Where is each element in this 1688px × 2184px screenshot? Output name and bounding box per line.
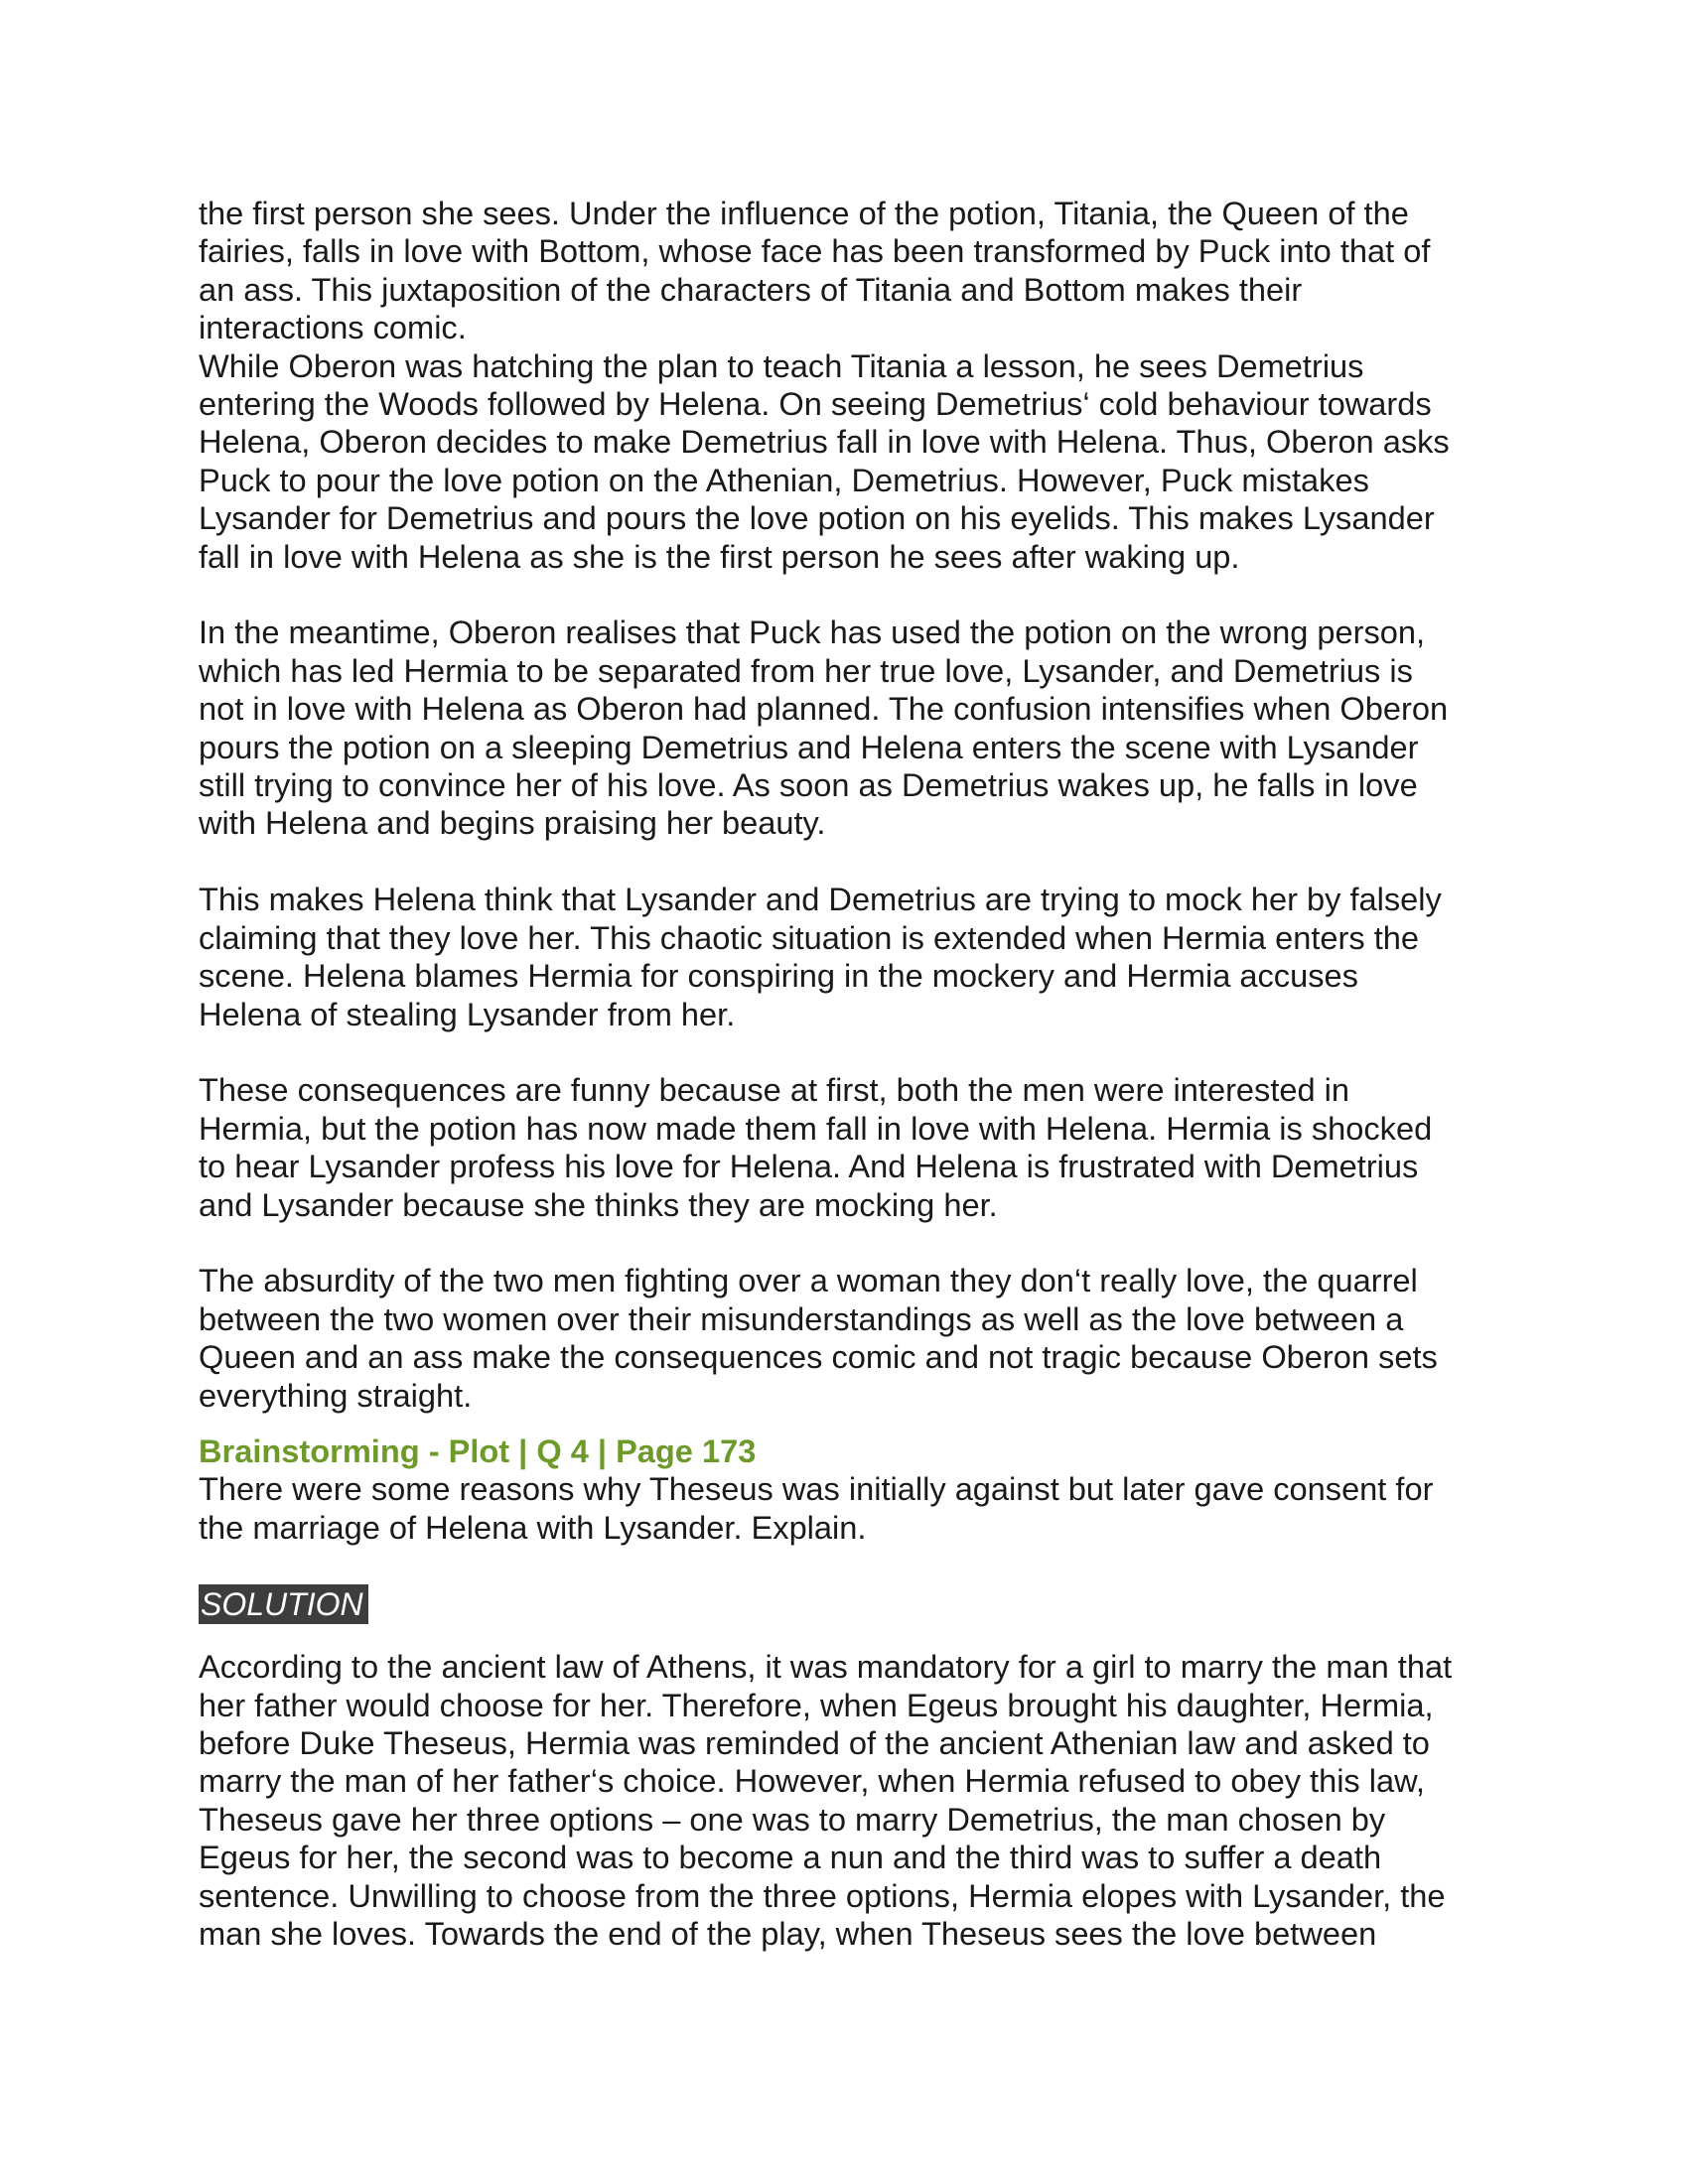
document-page <box>199 195 1499 1953</box>
paragraph-gap <box>199 843 1499 881</box>
paragraph-absurdity: The absurdity of the two men fighting over a woman they don‘t really love, the quarrel between the two women over their misunderstandings as well as the love between a Queen and an ass make the consequences comic and not tragic because Oberon sets everything straight. <box>199 1262 1438 1414</box>
paragraph-oberon-plan: While Oberon was hatching the plan to teach Titania a lesson, he sees Demetrius entering the Woods followed by Helena. On seeing Demetrius‘ cold behaviour towards Helena, Oberon decides to make Demetrius fall in love with Helena. Thus, Oberon asks Puck to pour the love potion on the Athenian, Demetrius. However, Puck mistakes Lysander for Demetrius and pours the love potion on his eyelids. This makes Lysander fall in love with Helena as she is the first person he sees after waking up. <box>199 346 1450 575</box>
paragraph-gap <box>199 1224 1499 1262</box>
paragraph-gap <box>199 576 1499 614</box>
solution-label-wrap <box>199 1584 1499 1624</box>
solution-text: According to the ancient law of Athens, it was mandatory for a girl to marry the man that her father would choose for her. Therefore, when Egeus brought his daughter, Hermia, before Duke Theseus, Hermia was reminded of the ancient Athenian law and asked to marry the man of her father‘s choice. However, when Hermia refused to obey this law, Theseus gave her three options – one was to marry Demetrius, the man chosen by Egeus for her, the second was to become a nun and the third was to suffer a death sentence. Unwilling to choose from the three options, Hermia elopes with Lysander, the man she loves. Towards the end of the play, when Theseus sees the love between <box>199 1648 1453 1952</box>
question-heading: Brainstorming - Plot | Q 4 | Page 173 <box>199 1432 757 1469</box>
question-text: There were some reasons why Theseus was initially against but later gave consent for the marriage of Helena with Lysander. Explain. <box>199 1470 1434 1546</box>
paragraph-consequences: These consequences are funny because at first, both the men were interested in Hermia, but the potion has now made them fall in love with Helena. Hermia is shocked to hear Lysander profess his love for Helena. And Helena is frustrated with Demetrius and Lysander because she thinks they are mocking her. <box>199 1071 1433 1223</box>
paragraph-confusion: In the meantime, Oberon realises that Puck has used the potion on the wrong person, which has led Hermia to be separated from her true love, Lysander, and Demetrius is not in love with Helena as Oberon had planned. The confusion intensifies when Oberon pours the potion on a sleeping Demetrius and Helena enters the scene with Lysander still trying to convince her of his love. As soon as Demetrius wakes up, he falls in love with Helena and begins praising her beauty. <box>199 614 1449 842</box>
paragraph-gap <box>199 1033 1499 1071</box>
solution-label: SOLUTION <box>199 1584 368 1624</box>
paragraph-titania-bottom: the first person she sees. Under the influence of the potion, Titania, the Queen of the fairies, falls in love with Bottom, whose face has been transformed by Puck into that of an ass. This juxtaposition of the characters of Titania and Bottom makes their interactions comic. <box>199 195 1431 346</box>
paragraph-helena-mocked: This makes Helena think that Lysander and Demetrius are trying to mock her by falsely claiming that they love her. This chaotic situation is extended when Hermia enters the scene. Helena blames Hermia for conspiring in the mockery and Hermia accuses Helena of stealing Lysander from her. <box>199 881 1442 1032</box>
